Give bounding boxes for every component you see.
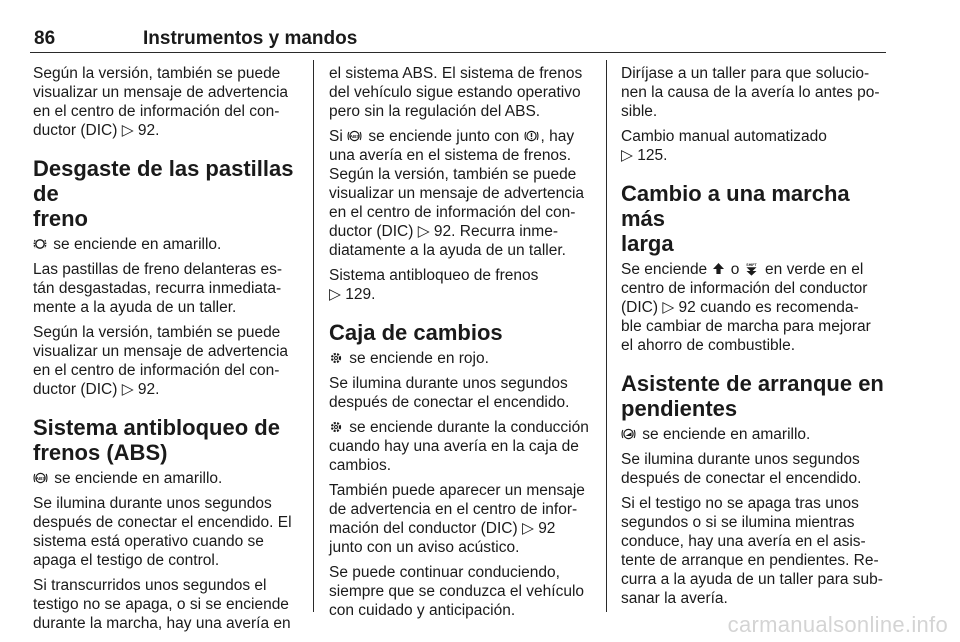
gearbox-fault-text: se enciende durante la conducción cuando hay una avería en la caja de cambios. (329, 419, 589, 474)
paragraph-upshift (621, 260, 887, 355)
heading-upshift: Cambio a una marcha más larga (621, 181, 850, 256)
svg-text:SHIFT: SHIFT (746, 263, 757, 267)
paragraph-hill-light (621, 425, 887, 444)
paragraph-workshop: Diríjase a un taller para que solucio- nen la causa de la avería lo antes po- sible. (621, 65, 880, 120)
gearbox-icon (329, 420, 343, 434)
paragraph-hill-ignition: Se ilumina durante unos segundos después de conectar el encendido. (621, 451, 862, 487)
brake-light-text: se enciende en amarillo. (49, 236, 222, 253)
heading-abs: Sistema antibloqueo de frenos (ABS) (33, 415, 280, 465)
paragraph-brake-dic: Según la versión, también se puede visualizar un mensaje de advertencia en el centro de información del con- ductor (DIC) ▷ 92. (33, 324, 289, 398)
text-fragment: Si (329, 128, 348, 145)
brake-system-icon (524, 129, 539, 143)
paragraph-gearbox-message: También puede aparecer un mensaje de advertencia en el centro de infor- mación del conductor (DIC) ▷ 92 junto con un aviso acústico. (329, 482, 585, 556)
abs-light-text: se enciende en amarillo. (50, 470, 223, 487)
paragraph-abs-continued: el sistema ABS. El sistema de frenos del vehículo sigue estando operativo pero sin la regulación del ABS. (329, 65, 583, 120)
abs-icon (347, 129, 362, 143)
paragraph-abs-light (33, 469, 301, 488)
column-2 (329, 64, 596, 626)
paragraph-brake-system-fault (329, 127, 596, 260)
heading-gearbox: Caja de cambios (329, 320, 503, 345)
svg-text:ABS: ABS (35, 475, 46, 481)
shift-up-icon (712, 262, 725, 276)
text-fragment: en verde en el centro de información del conductor (DIC) ▷ 92 cuando es recomenda- ble cambiar de marcha para mejorar el ahorro de combustible. (621, 261, 871, 354)
column-1 (33, 64, 301, 639)
watermark: carmanualsonline.info (727, 612, 948, 637)
text-fragment: Se enciende (621, 261, 712, 278)
svg-text:ABS: ABS (349, 133, 360, 139)
shift-down-icon (744, 262, 759, 276)
column-divider-2 (606, 60, 607, 612)
hill-light-text: se enciende en amarillo. (638, 426, 811, 443)
page-header (30, 24, 886, 53)
hill-start-assist-icon (621, 427, 636, 441)
heading-brake-pad-wear: Desgaste de las pastillas de freno (33, 156, 294, 231)
paragraph-abs-reference: Sistema antibloqueo de frenos ▷ 129. (329, 267, 539, 303)
text-fragment: se enciende junto con (364, 128, 524, 145)
paragraph-abs-fault: Si transcurridos unos segundos el testigo no se apaga, o si se enciende durante la marcha, hay una avería en (33, 577, 291, 632)
gearbox-light-text: se enciende en rojo. (345, 350, 489, 367)
paragraph-dic-intro: Según la versión, también se puede visualizar un mensaje de advertencia en el centro de información del con- ductor (DIC) ▷ 92. (33, 65, 289, 139)
section-title: Instrumentos y mandos (143, 28, 358, 49)
paragraph-brake-light (33, 235, 301, 254)
paragraph-abs-ignition: Se ilumina durante unos segundos después de conectar el encendido. El sistema está operativo cuando se apaga el testigo de control. (33, 495, 292, 569)
paragraph-gearbox-ignition: Se ilumina durante unos segundos después de conectar el encendido. (329, 375, 570, 411)
column-divider-1 (313, 60, 314, 612)
paragraph-gearbox-light (329, 349, 596, 368)
paragraph-automated-manual: Cambio manual automatizado ▷ 125. (621, 128, 827, 164)
gearbox-icon (329, 351, 343, 365)
paragraph-brake-worn: Las pastillas de freno delanteras es- tán desgastadas, recurra inmediata- mente a la ayuda de un taller. (33, 261, 283, 316)
page-number: 86 (34, 28, 56, 49)
paragraph-hill-fault: Si el testigo no se apaga tras unos segundos o si se ilumina mientras conduce, hay una avería en el asis- tente de arranque en pendientes. Re- curra a la ayuda de un taller para sub- sanar la avería. (621, 495, 883, 607)
paragraph-gearbox-continue: Se puede continuar conduciendo, siempre que se conduzca el vehículo con cuidado y anticipación. (329, 564, 585, 619)
brake-pad-wear-icon (33, 237, 47, 251)
paragraph-gearbox-fault (329, 418, 596, 475)
text-fragment: , hay una avería en el sistema de frenos. Según la versión, también se puede visualizar un mensaje de advertencia en el centro de información del con- ductor (DIC) ▷ 92. Recurra inme- diatamente a la ayuda de un taller. (329, 128, 585, 259)
column-3 (621, 64, 887, 614)
text-fragment: o (726, 261, 744, 278)
heading-hill-start: Asistente de arranque en pendientes (621, 371, 884, 421)
abs-icon (33, 471, 48, 485)
